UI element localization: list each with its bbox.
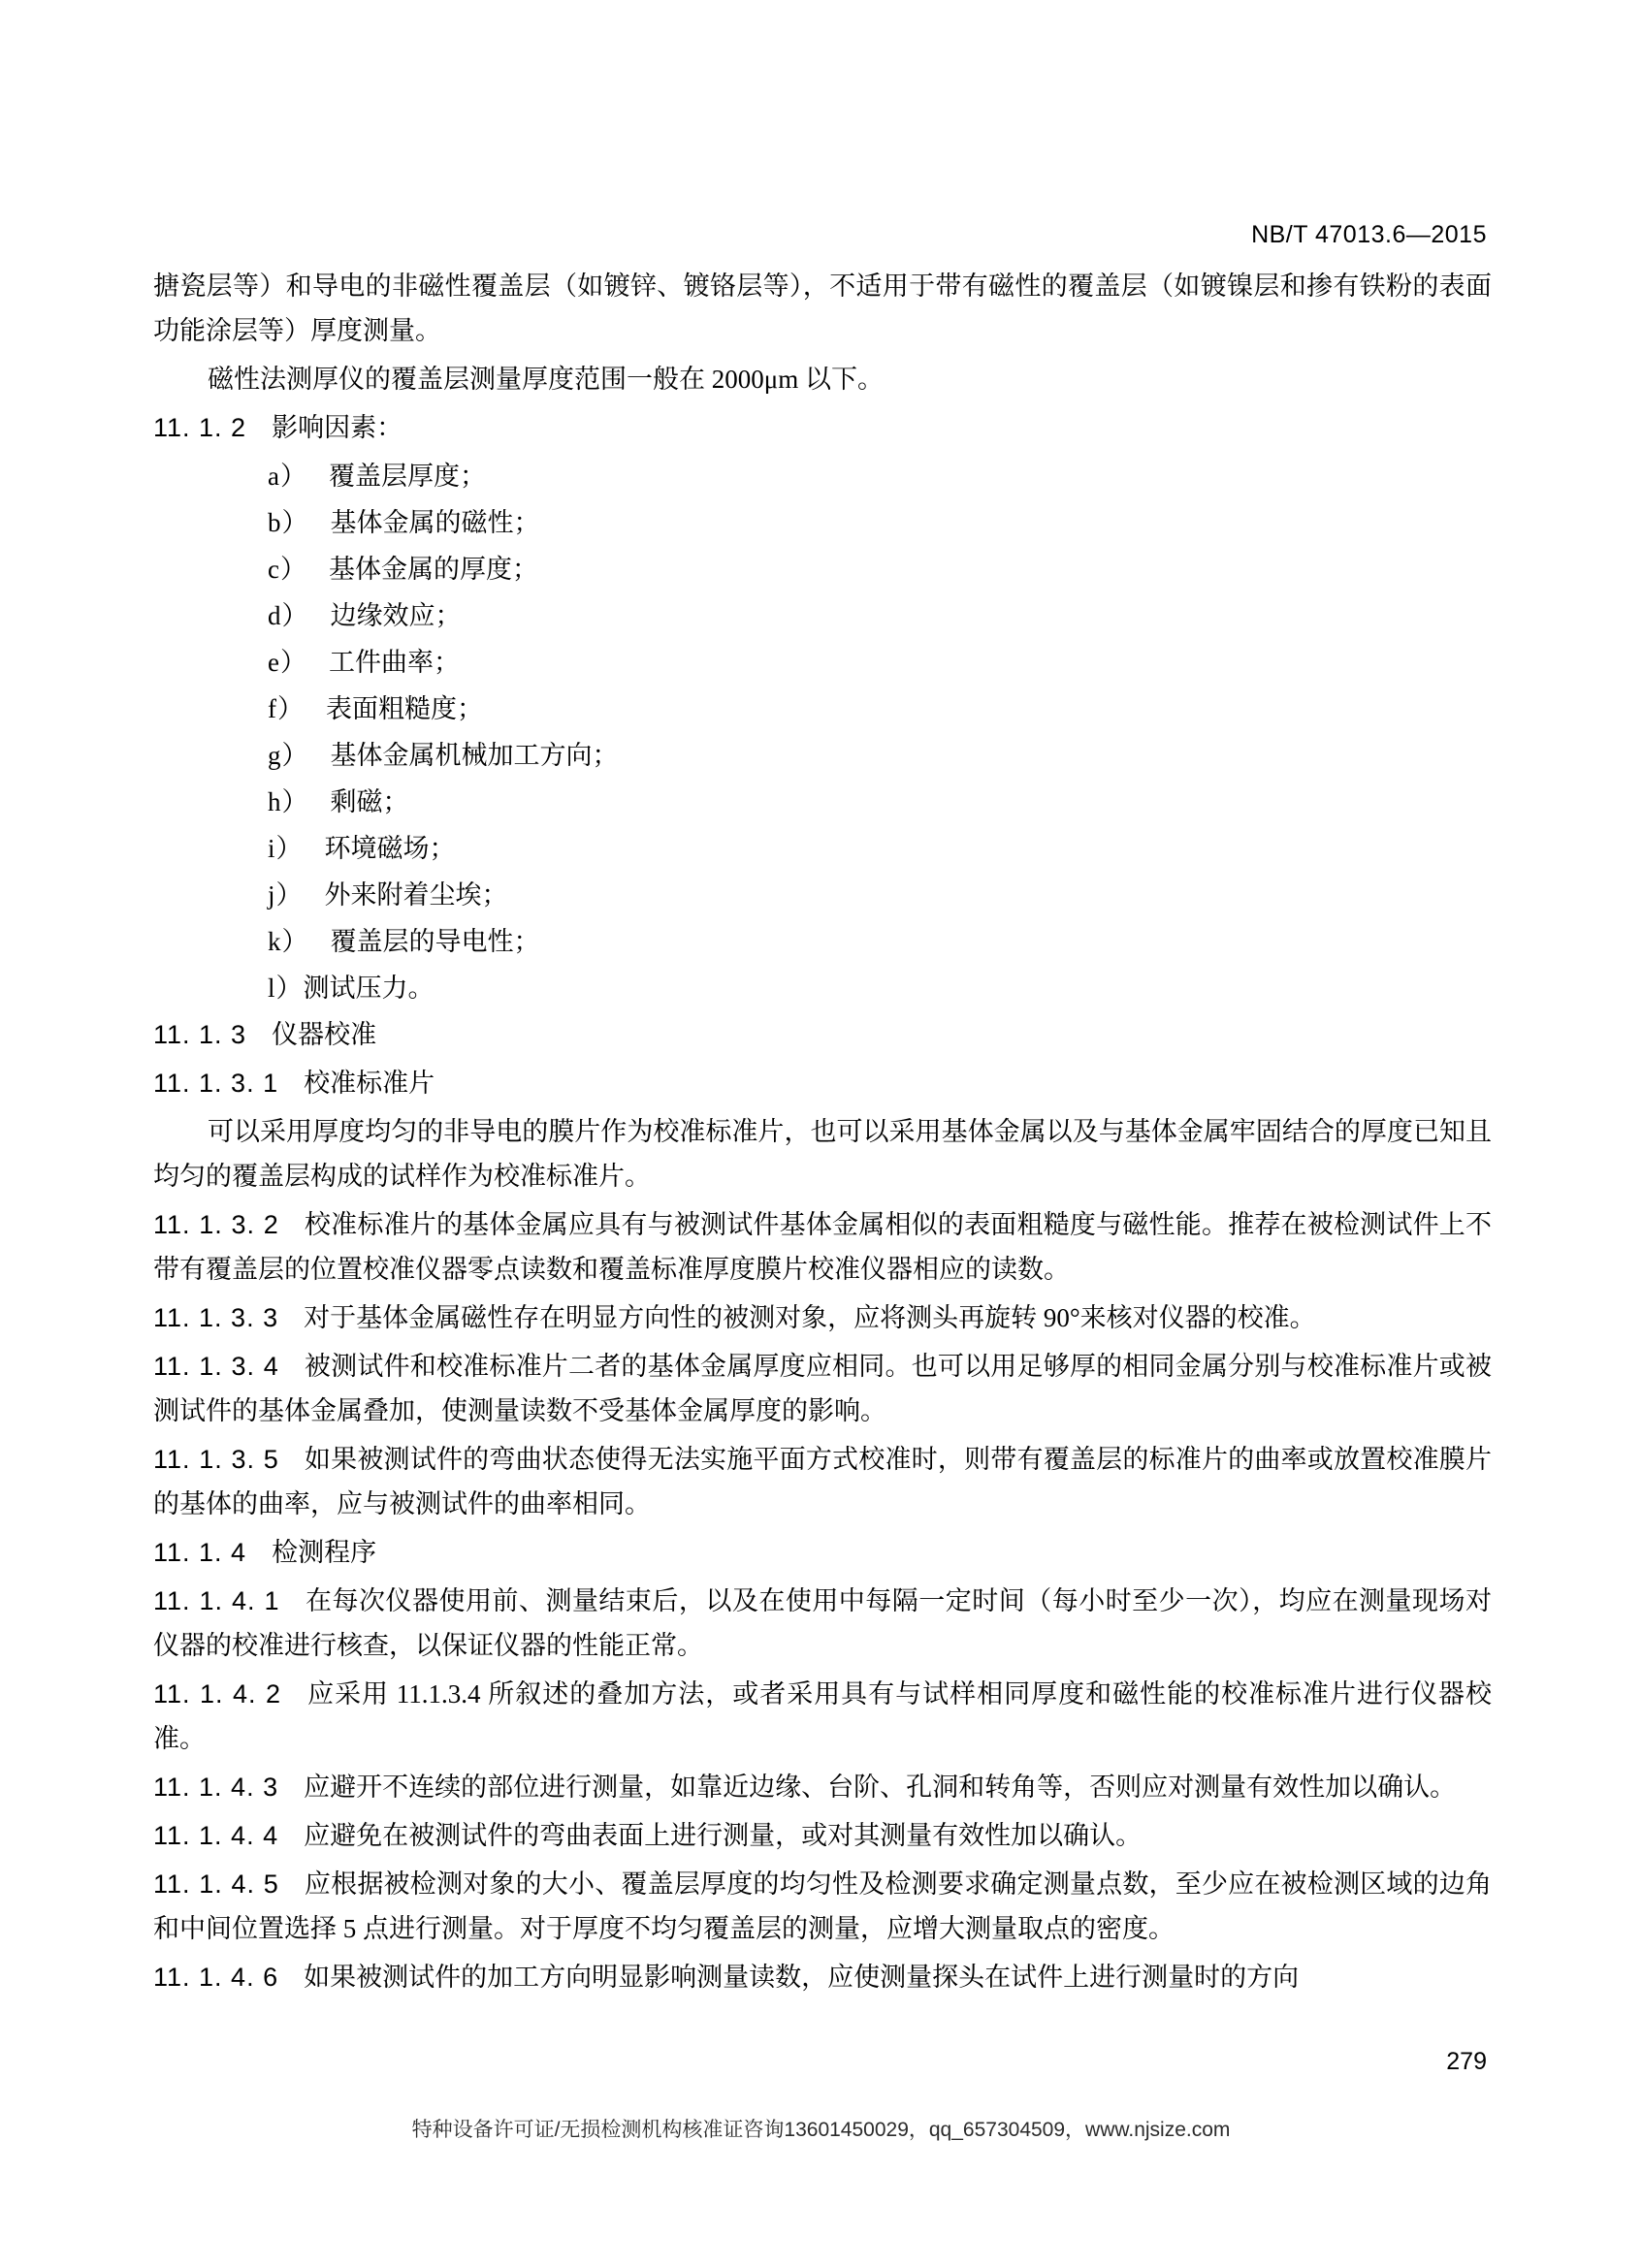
list-item <box>153 780 1492 824</box>
list-item <box>153 687 1492 731</box>
clause-number: 11. 1. 3. 4 <box>153 1352 279 1381</box>
list-item-text: 表面粗糙度； <box>326 694 483 723</box>
clause-11-1-3-5 <box>153 1437 1492 1526</box>
list-item-text: 外来附着尘埃； <box>324 880 508 910</box>
clause-11-1-4-1 <box>153 1579 1492 1668</box>
clause-title: 仪器校准 <box>272 1020 377 1049</box>
list-item-text: 覆盖层厚度； <box>328 462 486 491</box>
clause-11-1-3 <box>153 1012 1492 1057</box>
clause-text: 如果被测试件的弯曲状态使得无法实施平面方式校准时，则带有覆盖层的标准片的曲率或放置校准膜片的基体的曲率，应与被测试件的曲率相同。 <box>153 1445 1493 1518</box>
list-item <box>153 966 1492 1010</box>
list-item-label: g） <box>268 741 309 770</box>
clause-text: 应避免在被测试件的弯曲表面上进行测量，或对其测量有效性加以确认。 <box>304 1821 1143 1850</box>
paragraph-thickness-range: 磁性法测厚仪的覆盖层测量厚度范围一般在 2000μm 以下。 <box>208 365 884 394</box>
clause-number: 11. 1. 4. 2 <box>153 1679 282 1709</box>
clause-text: 被测试件和校准标准片二者的基体金属厚度应相同。也可以用足够厚的相同金属分别与校准标准片或被测试件的基体金属叠加，使测量读数不受基体金属厚度的影响。 <box>153 1352 1493 1425</box>
clause-number: 11. 1. 2 <box>153 413 247 442</box>
clause-text: 应根据被检测对象的大小、覆盖层厚度的均匀性及检测要求确定测量点数，至少应在被检测区域的边角和中间位置选择 5 点进行测量。对于厚度不均匀覆盖层的测量，应增大测量取点的密度。 <box>153 1869 1493 1943</box>
list-item-text: 基体金属机械加工方向； <box>330 741 619 770</box>
clause-number: 11. 1. 4. 1 <box>153 1586 280 1615</box>
clause-text: 对于基体金属磁性存在明显方向性的被测对象，应将测头再旋转 90°来核对仪器的校准。 <box>304 1303 1316 1332</box>
list-item <box>153 826 1492 871</box>
clause-number: 11. 1. 3. 2 <box>153 1210 279 1239</box>
clause-11-1-3-4 <box>153 1344 1492 1433</box>
clause-number: 11. 1. 4. 6 <box>153 1963 279 1992</box>
clause-11-1-4-3 <box>153 1765 1492 1809</box>
paragraph-continuation: 搪瓷层等）和导电的非磁性覆盖层（如镀锌、镀铬层等），不适用于带有磁性的覆盖层（如镀镍层和掺有铁粉的表面功能涂层等）厚度测量。 <box>153 272 1492 345</box>
clause-number: 11. 1. 3. 5 <box>153 1445 279 1474</box>
list-item-label: b） <box>268 508 309 537</box>
list-item-label: e） <box>268 648 307 677</box>
list-item <box>153 547 1492 591</box>
clause-11-1-2 <box>153 405 1492 450</box>
paragraph-calibration-standard: 可以采用厚度均匀的非导电的膜片作为校准标准片，也可以采用基体金属以及与基体金属牢固结合的厚度已知且均匀的覆盖层构成的试样作为校准标准片。 <box>153 1117 1492 1191</box>
clause-text: 在每次仪器使用前、测量结束后，以及在使用中每隔一定时间（每小时至少一次），均应在测量现场对仪器的校准进行核查，以保证仪器的性能正常。 <box>153 1586 1493 1660</box>
clause-number: 11. 1. 4. 3 <box>153 1773 279 1802</box>
list-item <box>153 454 1492 498</box>
list-item <box>153 873 1492 917</box>
clause-text: 校准标准片的基体金属应具有与被测试件基体金属相似的表面粗糙度与磁性能。推荐在被检测试件上不带有覆盖层的位置校准仪器零点读数和覆盖标准厚度膜片校准仪器相应的读数。 <box>153 1210 1493 1284</box>
clause-text: 应避开不连续的部位进行测量，如靠近边缘、台阶、孔洞和转角等，否则应对测量有效性加以确认。 <box>304 1773 1457 1802</box>
clause-title: 影响因素： <box>272 413 403 442</box>
clause-11-1-3-2 <box>153 1202 1492 1292</box>
clause-number: 11. 1. 3. 3 <box>153 1303 279 1332</box>
page-number: 279 <box>1446 2048 1487 2075</box>
clause-11-1-4-6 <box>153 1955 1492 1999</box>
clause-title: 检测程序 <box>272 1538 377 1567</box>
list-item-label: l） <box>268 974 304 1003</box>
clause-11-1-3-1 <box>153 1061 1492 1105</box>
list-item-label: k） <box>268 927 309 956</box>
list-item-label: d） <box>268 601 309 630</box>
list-item-label: f） <box>268 694 305 723</box>
list-item <box>153 593 1492 638</box>
clause-title: 校准标准片 <box>304 1069 435 1098</box>
clause-number: 11. 1. 4 <box>153 1538 247 1567</box>
clause-number: 11. 1. 4. 4 <box>153 1821 279 1850</box>
clause-11-1-4-5 <box>153 1862 1492 1951</box>
list-item <box>153 640 1492 685</box>
clause-number: 11. 1. 3 <box>153 1020 247 1049</box>
list-item-label: h） <box>268 787 309 816</box>
clause-number: 11. 1. 3. 1 <box>153 1069 279 1098</box>
list-item-text: 测试压力。 <box>303 974 435 1003</box>
list-item-text: 边缘效应； <box>330 601 462 630</box>
clause-text: 如果被测试件的加工方向明显影响测量读数，应使测量探头在试件上进行测量时的方向 <box>304 1963 1300 1992</box>
list-item-text: 环境磁场； <box>324 834 456 863</box>
clause-11-1-3-3 <box>153 1295 1492 1340</box>
list-item <box>153 919 1492 964</box>
page-footer-watermark: 特种设备许可证/无损检测机构核准证咨询13601450029，qq_657304509，www.njsize.com <box>411 2119 1231 2141</box>
page-body <box>153 264 1492 2003</box>
clause-11-1-4 <box>153 1530 1492 1575</box>
list-item-text: 工件曲率； <box>328 648 460 677</box>
clause-text: 应采用 11.1.3.4 所叙述的叠加方法，或者采用具有与试样相同厚度和磁性能的校准标准片进行仪器校准。 <box>153 1679 1493 1753</box>
list-item-text: 覆盖层的导电性； <box>330 927 540 956</box>
page-header-standard-code: NB/T 47013.6—2015 <box>1251 221 1487 248</box>
list-item-text: 基体金属的厚度； <box>328 555 538 584</box>
list-item-label: c） <box>268 555 307 584</box>
list-item <box>153 500 1492 545</box>
list-item-label: a） <box>268 462 307 491</box>
clause-11-1-4-2 <box>153 1672 1492 1761</box>
list-item-text: 剩磁； <box>330 787 409 816</box>
list-item-label: j） <box>268 880 304 910</box>
clause-11-1-4-4 <box>153 1813 1492 1858</box>
clause-number: 11. 1. 4. 5 <box>153 1869 279 1899</box>
list-item <box>153 733 1492 778</box>
list-item-text: 基体金属的磁性； <box>330 508 540 537</box>
list-item-label: i） <box>268 834 304 863</box>
